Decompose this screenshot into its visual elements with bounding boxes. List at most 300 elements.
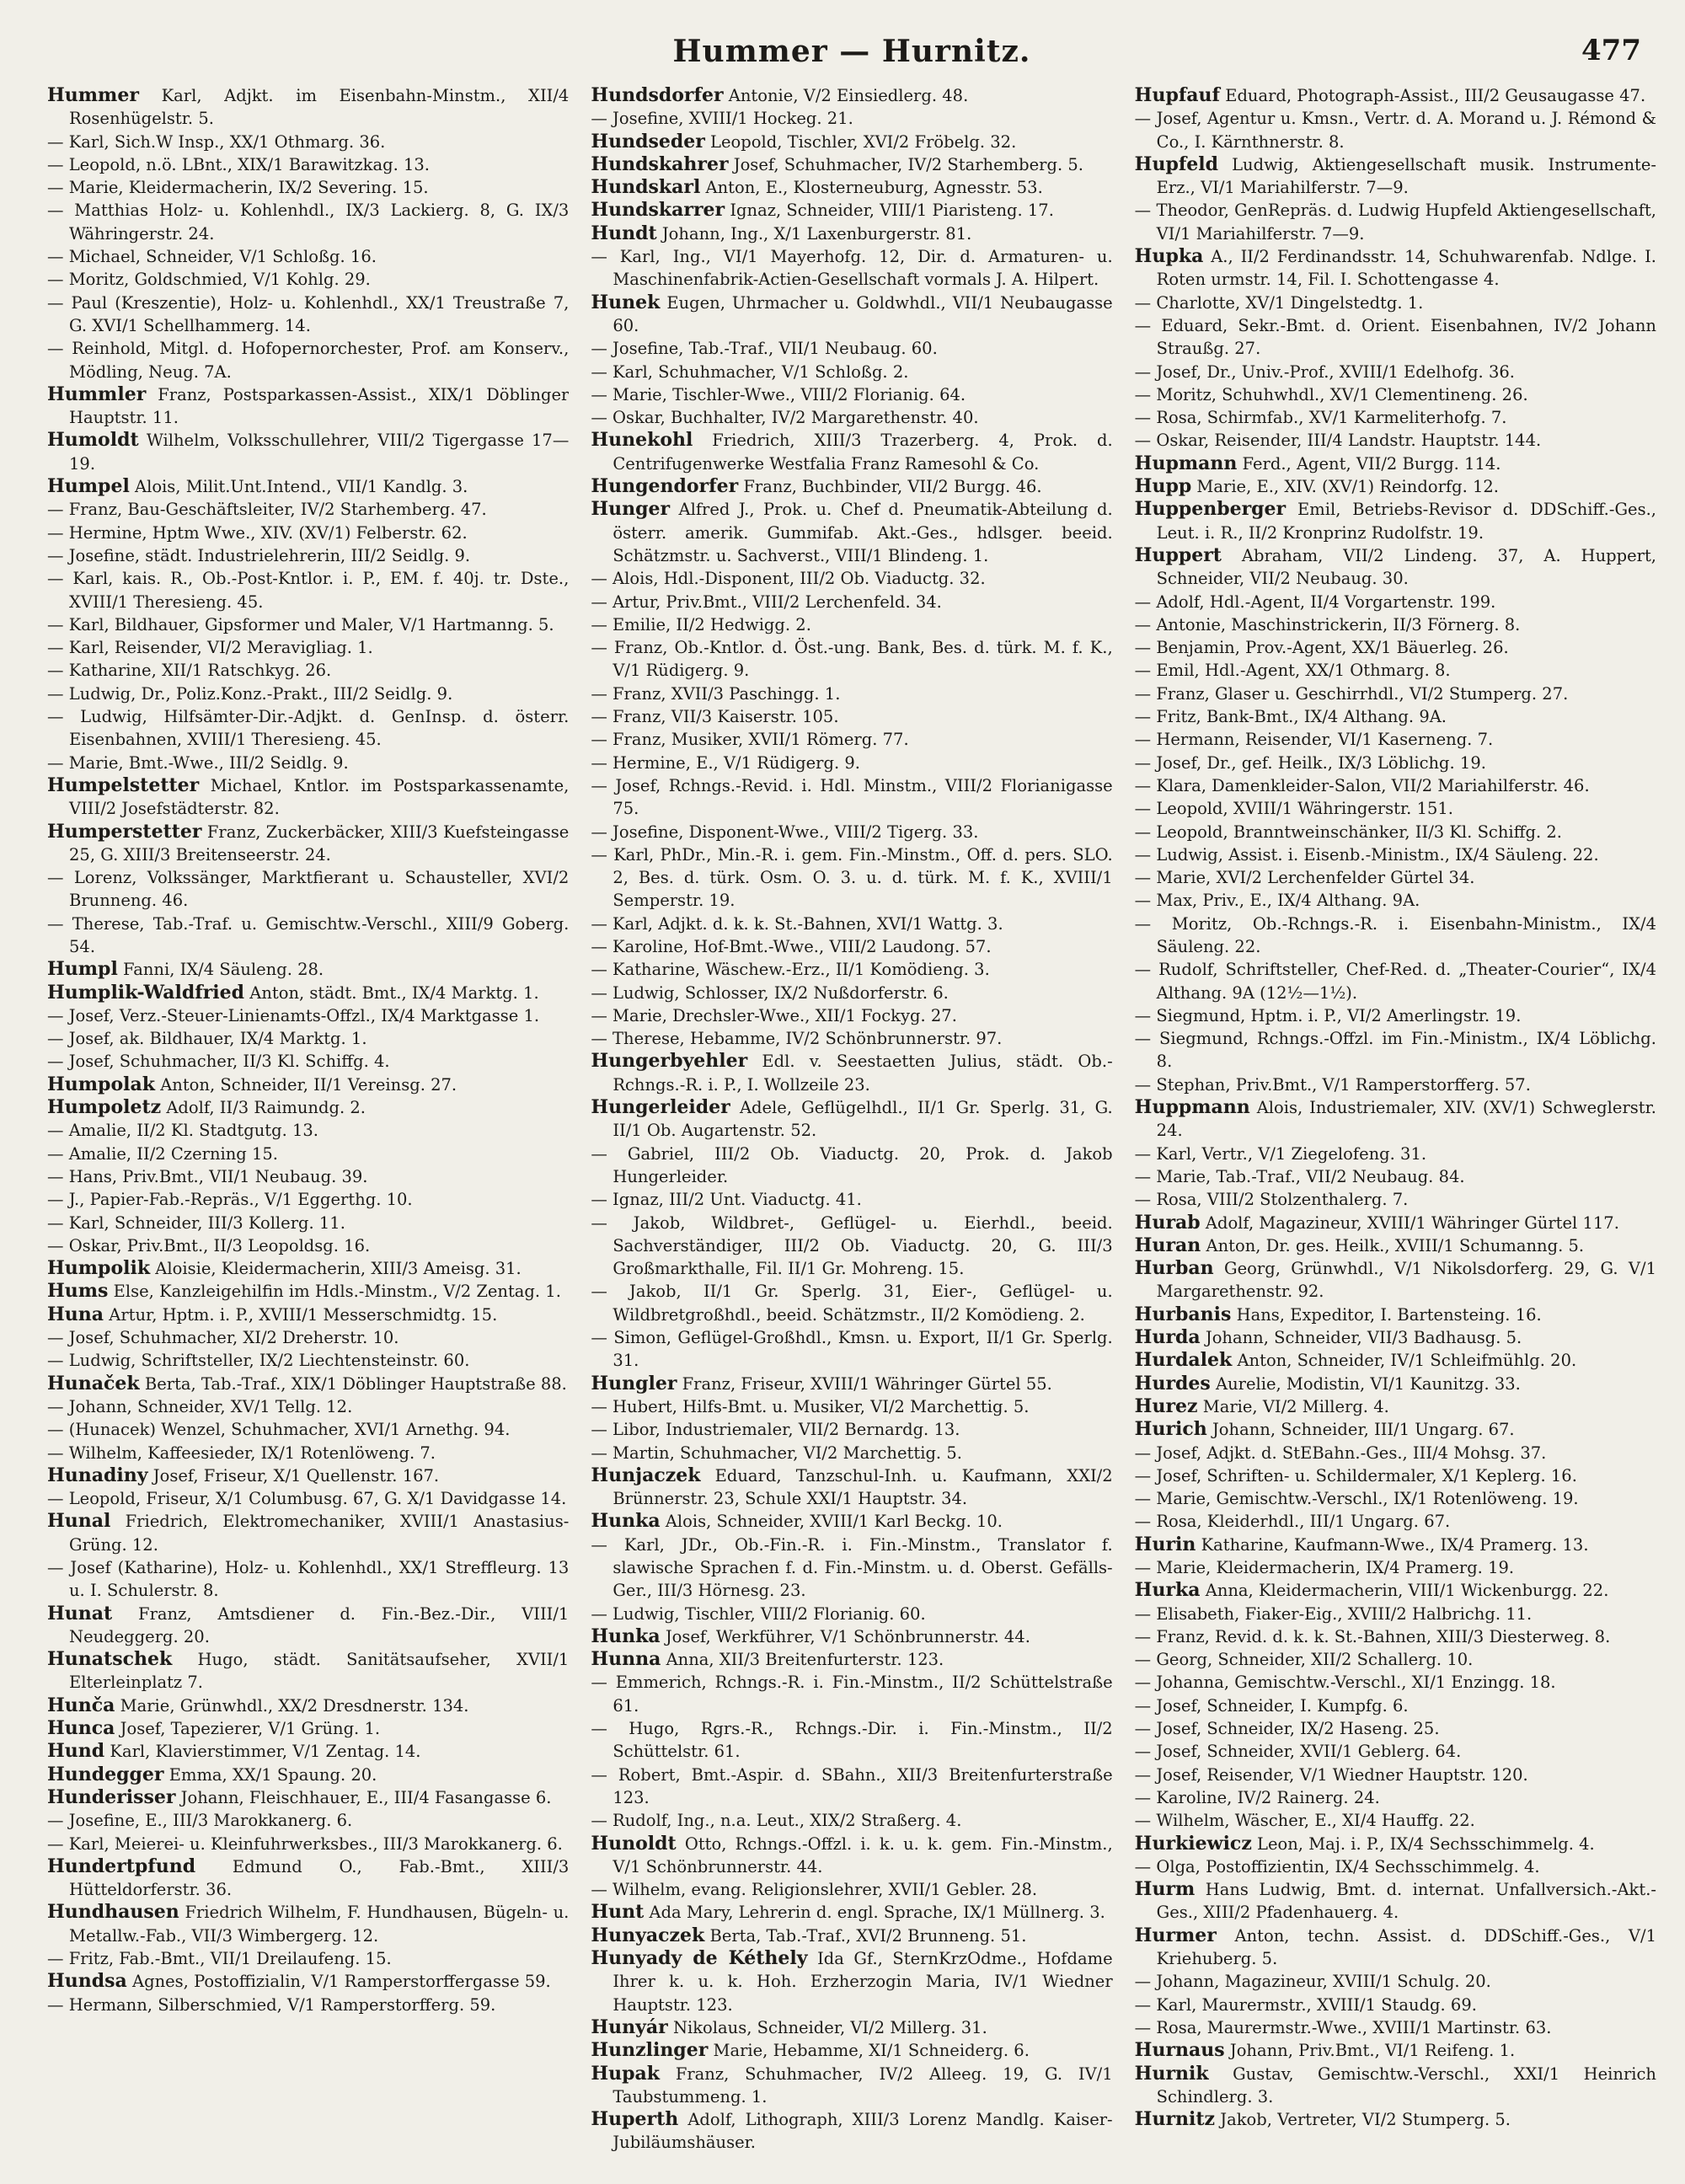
entry-surname: Humpolik: [47, 1257, 151, 1280]
entry-details: Hugo, städt. Sanitätsaufseher, XVII/1 Elterleinplatz 7.: [69, 1650, 570, 1693]
entry-details: Emil, Betriebs-Revisor d. DDSchiff.-Ges., Leut. i. R., II/2 Kronprinz Rudolfstr. 19.: [1156, 500, 1656, 543]
entry-details: Abraham, VII/2 Lindeng. 37, A. Huppert, Schneider, VII/2 Neubaug. 30.: [1156, 545, 1656, 589]
directory-entry: [591, 1510, 1112, 1533]
directory-entry: [47, 429, 569, 475]
directory-entry: [591, 383, 1112, 406]
entry-details: — Katharine, Wäschew.-Erz., II/1 Komödieng. 3.: [591, 960, 990, 980]
entry-details: — Franz, VII/3 Kaiserstr. 105.: [591, 707, 839, 727]
entry-surname: Hunderisser: [47, 1785, 176, 1808]
entry-details: Edl. v. Seestaetten Julius, städt. Ob.-Rchngs.-R. i. P., I. Wollzeile 23.: [612, 1052, 1113, 1095]
entry-details: Franz, Zuckerbäcker, XIII/3 Kuefsteingasse 25, G. XIII/3 Breitenseerstr. 24.: [69, 822, 570, 864]
entry-details: Franz, Friseur, XVIII/1 Währinger Gürtel 55.: [682, 1373, 1052, 1394]
directory-entry: [1135, 1994, 1656, 2016]
directory-entry: [1135, 1004, 1656, 1027]
entry-details: Anton, E., Klosterneuburg, Agnesstr. 53.: [705, 178, 1043, 198]
directory-entry: [1135, 1694, 1656, 1717]
directory-entry: [591, 2063, 1112, 2109]
directory-entry: [1135, 1648, 1656, 1671]
entry-details: — Moritz, Schuhwhdl., XV/1 Clementineng. 26.: [1134, 384, 1528, 404]
entry-surname: Hund: [47, 1740, 105, 1763]
directory-entry: [1135, 1212, 1656, 1234]
entry-details: — Lorenz, Volkssänger, Marktfierant u. Schausteller, XVI/2 Brunneng. 46.: [47, 868, 570, 911]
directory-entry: [1135, 2039, 1656, 2062]
entry-details: — Therese, Hebamme, IV/2 Schönbrunnerstr. 97.: [591, 1029, 1003, 1049]
directory-entry: [591, 1143, 1112, 1189]
entry-details: — Siegmund, Rchngs.-Offzl. im Fin.-Ministm., IX/4 Löblichg. 8.: [1134, 1029, 1656, 1072]
entry-details: Josef, Schuhmacher, IV/2 Starhemberg. 5.: [733, 154, 1083, 174]
entry-details: — Johann, Schneider, XV/1 Tellg. 12.: [47, 1396, 353, 1416]
directory-entry: [47, 1464, 569, 1487]
entry-details: Franz, Schuhmacher, IV/2 Alleeg. 19, G. IV/1 Taubstummeng. 1.: [612, 2064, 1113, 2106]
entry-details: — Leopold, Friseur, X/1 Columbusg. 67, G. X/1 Davidgasse 14.: [47, 1489, 567, 1509]
entry-surname: Hundskarl: [591, 176, 701, 199]
entry-surname: Hurnik: [1134, 2062, 1209, 2085]
entry-details: — Josefine, XVIII/1 Hockeg. 21.: [591, 109, 853, 129]
directory-entry: [591, 913, 1112, 935]
entry-details: — Gabriel, III/2 Ob. Viaductg. 20, Prok. d. Jakob Hungerleider.: [591, 1143, 1113, 1186]
entry-details: — Hermann, Reisender, VI/1 Kaserneng. 7.: [1134, 730, 1494, 750]
entry-details: — Hermine, E., V/1 Rüdigerg. 9.: [591, 752, 860, 773]
directory-entry: [591, 1833, 1112, 1879]
entry-details: — Rudolf, Ing., n.a. Leut., XIX/2 Straßerg. 4.: [591, 1811, 962, 1831]
directory-entry: [591, 1534, 1112, 1603]
directory-entry: [47, 1603, 569, 1649]
entry-surname: Hummler: [47, 383, 147, 405]
directory-entry: [1135, 498, 1656, 544]
entry-surname: Hupfeld: [1134, 153, 1219, 175]
entry-surname: Hurin: [1134, 1533, 1196, 1555]
entry-details: Agnes, Postoffizialin, V/1 Ramperstorffergasse 59.: [132, 1972, 551, 1992]
entry-surname: Hunat: [47, 1602, 113, 1625]
entry-surname: Hunyaczek: [591, 1924, 705, 1946]
entry-details: — Marie, Kleidermacherin, IX/4 Pramerg. 19.: [1134, 1558, 1515, 1577]
entry-details: — Karl, Bildhauer, Gipsformer und Maler, V/1 Hartmanng. 5.: [47, 614, 554, 634]
directory-entry: [1135, 1809, 1656, 1832]
entry-details: Marie, Grünwhdl., XX/2 Dresdnerstr. 134.: [120, 1695, 469, 1716]
entry-details: — Wilhelm, Wäscher, E., XI/4 Hauffg. 22.: [1134, 1811, 1475, 1831]
directory-entry: [1135, 1073, 1656, 1096]
entry-details: — Franz, XVII/3 Paschingg. 1.: [591, 683, 841, 704]
directory-entry: [591, 1373, 1112, 1395]
entry-details: — Karoline, Hof-Bmt.-Wwe., VIII/2 Laudong. 57.: [591, 936, 992, 956]
entry-details: — Josef, Verz.-Steuer-Linienamts-Offzl., IX/4 Marktgasse 1.: [47, 1005, 540, 1025]
entry-details: — Karl, Ing., VI/1 Mayerhofg. 12, Dir. d. Armaturen- u. Maschinenfabrik-Actien-Gesellschaft vormals J. A. Hilpert.: [591, 247, 1113, 290]
directory-entry: [591, 2108, 1112, 2155]
entry-details: — Josef, Schuhmacher, XI/2 Dreherstr. 10.: [47, 1328, 399, 1348]
directory-entry: [1135, 1143, 1656, 1165]
entry-details: Edmund O., Fab.-Bmt., XIII/3 Hütteldorferstr. 36.: [69, 1856, 570, 1900]
entry-details: — Simon, Geflügel-Großhdl., Kmsn. u. Export, II/1 Gr. Sperlg. 31.: [591, 1328, 1113, 1371]
directory-entry: [1135, 1855, 1656, 1878]
directory-entry: [47, 153, 569, 176]
directory-entry: [591, 728, 1112, 751]
entry-surname: Hunka: [591, 1510, 661, 1533]
entry-details: — Stephan, Priv.Bmt., V/1 Ramperstorfferg. 57.: [1134, 1074, 1531, 1095]
directory-entry: [1135, 1786, 1656, 1809]
entry-details: — Franz, Glaser u. Geschirrhdl., VI/2 Stumperg. 27.: [1134, 683, 1569, 704]
entry-details: — Franz, Revid. d. k. k. St.-Bahnen, XIII/3 Diesterweg. 8.: [1134, 1626, 1611, 1646]
directory-entry: [591, 1464, 1112, 1511]
directory-entry: [591, 752, 1112, 774]
directory-entry: [1135, 1303, 1656, 1326]
directory-entry: [1135, 199, 1656, 245]
directory-entry: [47, 1096, 569, 1119]
entry-details: — Marie, Kleidermacherin, IX/2 Severing. 15.: [47, 178, 429, 198]
entry-details: — Karl, Sich.W Insp., XX/1 Othmarg. 36.: [47, 131, 386, 152]
entry-details: — Antonie, Maschinstrickerin, II/3 Förnerg. 8.: [1134, 614, 1521, 634]
entry-details: — Johann, Magazineur, XVIII/1 Schulg. 20.: [1134, 1972, 1491, 1992]
directory-entry: [1135, 361, 1656, 383]
directory-entry: [591, 1924, 1112, 1947]
entry-details: Marie, Hebamme, XI/1 Schneiderg. 6.: [713, 2041, 1030, 2061]
entry-details: — Theodor, GenRepräs. d. Ludwig Hupfeld Aktiengesellschaft, VI/1 Mariahilferstr. 7—9.: [1134, 201, 1656, 244]
entry-details: — Josef, Schneider, IX/2 Haseng. 25.: [1134, 1719, 1440, 1739]
entry-details: Leon, Maj. i. P., IX/4 Sechsschimmelg. 4.: [1257, 1833, 1595, 1854]
entry-details: — Leopold, XVIII/1 Währingerstr. 151.: [1134, 799, 1454, 819]
directory-entry: [47, 705, 569, 752]
directory-entry: [591, 1717, 1112, 1764]
directory-entry: [47, 1901, 569, 1947]
directory-entry: [47, 1050, 569, 1073]
directory-entry: [47, 1764, 569, 1786]
entry-surname: Humperstetter: [47, 820, 202, 843]
directory-entry: [47, 1280, 569, 1303]
directory-entry: [1135, 84, 1656, 107]
entry-details: — Alois, Hdl.-Disponent, III/2 Ob. Viaductg. 32.: [591, 569, 986, 589]
directory-entry: [591, 131, 1112, 153]
entry-surname: Humpolak: [47, 1073, 155, 1095]
entry-details: — Hugo, Rgrs.-R., Rchngs.-Dir. i. Fin.-Minstm., II/2 Schüttelstr. 61.: [591, 1719, 1113, 1762]
entry-details: — Emmerich, Rchngs.-R. i. Fin.-Minstm., II/2 Schüttelstraße 61.: [591, 1673, 1113, 1716]
entry-surname: Hupmann: [1134, 452, 1238, 474]
directory-entry: [1135, 1717, 1656, 1740]
directory-entry: [591, 1671, 1112, 1717]
directory-entry: [47, 1165, 569, 1188]
entry-details: Adolf, Magazineur, XVIII/1 Währinger Gürtel 117.: [1205, 1212, 1619, 1233]
directory-entry: [591, 176, 1112, 199]
directory-entry: [1135, 1603, 1656, 1625]
entry-surname: Humoldt: [47, 429, 139, 452]
entry-details: Aurelie, Modistin, VI/1 Kaunitzg. 33.: [1216, 1373, 1521, 1394]
page-number: 477: [1581, 34, 1641, 67]
entry-details: — Martin, Schuhmacher, VI/2 Marchettig. 5.: [591, 1443, 962, 1463]
directory-entry: [1135, 1924, 1656, 1971]
entry-details: Anton, techn. Assist. d. DDSchiff.-Ges., V/1 Kriehuberg. 5.: [1156, 1925, 1656, 1969]
entry-details: Hans Ludwig, Bmt. d. internat. Unfallversich.-Akt.-Ges., XIII/2 Pfadenhauerg. 4.: [1156, 1880, 1656, 1923]
directory-entry: [591, 1901, 1112, 1924]
entry-details: — Karl, Maurermstr., XVIII/1 Staudg. 69.: [1134, 1994, 1477, 2015]
entry-surname: Hurkiewicz: [1134, 1832, 1252, 1855]
entry-surname: Hunzlinger: [591, 2039, 709, 2062]
entry-surname: Huran: [1134, 1234, 1201, 1256]
entry-details: — Michael, Schneider, V/1 Schloßg. 16.: [47, 247, 377, 267]
entry-details: Emma, XX/1 Spaung. 20.: [168, 1764, 377, 1785]
entry-details: — Marie, Bmt.-Wwe., III/2 Seidlg. 9.: [47, 752, 349, 773]
directory-entry: [591, 821, 1112, 843]
directory-entry: [591, 475, 1112, 498]
entry-details: Ida Gf., SternKrzOdme., Hofdame Ihrer k. u. k. Hoh. Erzherzogin Maria, IV/1 Wiedner Hauptstr. 123.: [612, 1949, 1113, 2015]
entry-details: — Jakob, Wildbret-, Geflügel- u. Eierhdl., beeid. Sachverständiger, III/2 Ob. Viaductg. 20, G. III/3 Großmarkthalle, Fil. II/1 Gr. Mohreng. 15.: [591, 1212, 1113, 1279]
directory-entry: [47, 245, 569, 268]
entry-details: Karl, Klavierstimmer, V/1 Zentag. 14.: [110, 1742, 421, 1762]
entry-surname: Hunal: [47, 1510, 111, 1533]
entry-details: — Josef, Schuhmacher, II/3 Kl. Schiffg. 4.: [47, 1052, 390, 1072]
entry-surname: Hurich: [1134, 1418, 1207, 1441]
directory-entry: [591, 337, 1112, 360]
entry-surname: Hurdalek: [1134, 1349, 1233, 1372]
entry-details: Anna, Kleidermacherin, VIII/1 Wickenburgg. 22.: [1205, 1581, 1609, 1601]
entry-details: — Jakob, II/1 Gr. Sperlg. 31, Eier-, Geflügel- u. Wildbretgroßhdl., beeid. Schätzmstr., II/2 Komödieng. 2.: [591, 1282, 1113, 1325]
entry-surname: Hummer: [47, 84, 139, 106]
directory-entry: [1135, 636, 1656, 659]
entry-surname: Hunjaczek: [591, 1464, 701, 1486]
entry-details: — Matthias Holz- u. Kohlenhdl., IX/3 Lackierg. 8, G. IX/3 Währingerstr. 24.: [47, 201, 570, 244]
entry-details: Gustav, Gemischtw.-Verschl., XXI/1 Heinrich Schindlerg. 3.: [1156, 2064, 1656, 2106]
entry-details: Jakob, Vertreter, VI/2 Stumperg. 5.: [1220, 2110, 1511, 2130]
directory-entry: [47, 1855, 569, 1902]
entry-details: — Emil, Hdl.-Agent, XX/1 Othmarg. 8.: [1134, 661, 1451, 681]
entry-details: — Hans, Priv.Bmt., VII/1 Neubaug. 39.: [47, 1166, 368, 1186]
directory-entry: [591, 567, 1112, 590]
entry-details: — Karl, JDr., Ob.-Fin.-R. i. Fin.-Minstm., Translator f. slawische Sprachen f. d. Fin.-Minstm. u. d. Oberst. Gefälls-Ger., III/3 Hörnesg. 23.: [591, 1534, 1113, 1601]
directory-entry: [1135, 659, 1656, 682]
entry-details: — Karl, Meierei- u. Kleinfuhrwerksbes., III/3 Marokkanerg. 6.: [47, 1833, 563, 1854]
entry-surname: Hurdes: [1134, 1372, 1211, 1394]
directory-entry: [591, 1395, 1112, 1418]
directory-entry: [1135, 1395, 1656, 1418]
directory-entry: [591, 1004, 1112, 1027]
directory-entry: [591, 84, 1112, 107]
directory-entry: [1135, 1257, 1656, 1303]
entry-details: Johann, Ing., X/1 Laxenburgerstr. 81.: [661, 223, 972, 244]
directory-entry: [591, 429, 1112, 475]
directory-entry: [591, 1027, 1112, 1050]
entry-details: — Emilie, II/2 Hedwigg. 2.: [591, 614, 811, 634]
directory-entry: [591, 1442, 1112, 1464]
directory-entry: [47, 958, 569, 981]
entry-details: — Karl, Schuhmacher, V/1 Schloßg. 2.: [591, 361, 909, 382]
directory-entry: [47, 1326, 569, 1349]
entry-details: — Max, Priv., E., IX/4 Althang. 9A.: [1134, 891, 1420, 911]
directory-entry: [47, 1027, 569, 1050]
directory-entry: [591, 361, 1112, 383]
directory-entry: [47, 1373, 569, 1395]
directory-entry: [1135, 2016, 1656, 2039]
entry-surname: Hupka: [1134, 245, 1204, 268]
entry-details: — Josef, Adjkt. d. StEBahn.-Ges., III/4 Mohsg. 37.: [1134, 1443, 1547, 1463]
directory-entry: [1135, 1579, 1656, 1602]
entry-details: — Reinhold, Mitgl. d. Hofopernorchester, Prof. am Konserv., Mödling, Neug. 7A.: [47, 339, 570, 382]
directory-entry: [47, 1119, 569, 1142]
entry-details: — Johanna, Gemischtw.-Verschl., XI/1 Enzingg. 18.: [1134, 1673, 1556, 1693]
entry-details: Marie, VI/2 Millerg. 4.: [1202, 1396, 1389, 1416]
directory-entry: [47, 1833, 569, 1855]
entry-details: — Marie, XVI/2 Lerchenfelder Gürtel 34.: [1134, 868, 1475, 888]
entry-details: — Paul (Kreszentie), Holz- u. Kohlenhdl., XX/1 Treustraße 7, G. XVI/1 Schellhammerg. 14.: [47, 292, 570, 335]
entry-details: Karl, Adjkt. im Eisenbahn-Minstm., XII/4 Rosenhügelstr. 5.: [69, 86, 570, 129]
directory-entry: [47, 1694, 569, 1717]
directory-entry: [47, 1442, 569, 1464]
directory-entry: [1135, 429, 1656, 452]
directory-entry: [47, 383, 569, 430]
entry-details: — Marie, Tischler-Wwe., VIII/2 Florianig. 64.: [591, 384, 966, 404]
directory-entry: [47, 659, 569, 682]
entry-details: — Rosa, VIII/2 Stolzenthalerg. 7.: [1134, 1190, 1409, 1210]
directory-entry: [1135, 1096, 1656, 1143]
columns: [47, 84, 1656, 2165]
entry-details: Friedrich, XIII/3 Trazerberg. 4, Prok. d. Centrifugenwerke Westfalia Franz Ramesohl & Co.: [612, 431, 1113, 474]
entry-details: — Olga, Postoffizientin, IX/4 Sechsschimmelg. 4.: [1134, 1856, 1540, 1876]
entry-details: Josef, Friseur, X/1 Quellenstr. 167.: [152, 1465, 440, 1485]
directory-entry: [591, 1326, 1112, 1373]
directory-entry: [47, 1257, 569, 1280]
entry-details: — Karl, kais. R., Ob.-Post-Kntlor. i. P., EM. f. 40j. tr. Dste., XVIII/1 Theresieng. 45.: [47, 569, 570, 612]
entry-surname: Hunyady de Kéthely: [591, 1947, 808, 1970]
entry-details: Nikolaus, Schneider, VI/2 Millerg. 31.: [672, 2017, 987, 2037]
directory-entry: [47, 199, 569, 245]
directory-entry: [1135, 797, 1656, 820]
entry-details: — Robert, Bmt.-Aspir. d. SBahn., XII/3 Breitenfurterstraße 123.: [591, 1764, 1113, 1807]
directory-entry: [1135, 1970, 1656, 1993]
entry-details: Franz, Buchbinder, VII/2 Burgg. 46.: [743, 477, 1042, 497]
directory-entry: [1135, 314, 1656, 361]
directory-entry: [591, 935, 1112, 958]
directory-entry: [47, 1212, 569, 1234]
directory-entry: [1135, 107, 1656, 153]
entry-details: — Georg, Schneider, XII/2 Schallerg. 10.: [1134, 1650, 1474, 1670]
entry-details: Berta, Tab.-Traf., XVI/2 Brunneng. 51.: [709, 1925, 1027, 1946]
entry-details: — Marie, Tab.-Traf., VII/2 Neubaug. 84.: [1134, 1166, 1465, 1186]
entry-details: — Rosa, Maurermstr.-Wwe., XVIII/1 Martinstr. 63.: [1134, 2017, 1552, 2037]
entry-details: — Karl, Vertr., V/1 Ziegelofeng. 31.: [1134, 1143, 1427, 1164]
directory-entry: [591, 107, 1112, 130]
entry-details: — Charlotte, XV/1 Dingelstedtg. 1.: [1134, 292, 1424, 313]
entry-surname: Hundt: [591, 222, 657, 244]
directory-entry: [1135, 1764, 1656, 1786]
directory-entry: [1135, 1833, 1656, 1855]
entry-surname: Hungendorfer: [591, 475, 739, 498]
directory-entry: [1135, 1878, 1656, 1924]
entry-surname: Hungler: [591, 1372, 677, 1394]
directory-entry: [47, 1487, 569, 1510]
entry-details: Ignaz, Schneider, VIII/1 Piaristeng. 17.: [730, 201, 1054, 221]
directory-entry: [1135, 913, 1656, 959]
entry-details: — Franz, Ob.-Kntlor. d. Öst.-ung. Bank, Bes. d. türk. M. f. K., V/1 Rüdigerg. 9.: [591, 638, 1113, 681]
directory-entry: [1135, 1188, 1656, 1211]
directory-entry: [591, 1212, 1112, 1281]
directory-entry: [47, 682, 569, 705]
entry-details: — Benjamin, Prov.-Agent, XX/1 Bäuerleg. 26.: [1134, 638, 1509, 658]
entry-details: — Moritz, Ob.-Rchngs.-R. i. Eisenbahn-Ministm., IX/4 Säuleng. 22.: [1134, 913, 1656, 956]
directory-entry: [1135, 1625, 1656, 1648]
entry-surname: Hungerbyehler: [591, 1050, 748, 1073]
directory-entry: [591, 1764, 1112, 1810]
entry-details: — Josefine, E., III/3 Marokkanerg. 6.: [47, 1811, 353, 1831]
entry-details: Artur, Hptm. i. P., XVIII/1 Messerschmidtg. 15.: [109, 1304, 498, 1325]
entry-surname: Hundsdorfer: [591, 84, 724, 106]
entry-details: Marie, E., XIV. (XV/1) Reindorfg. 12.: [1196, 477, 1500, 497]
entry-surname: Hunt: [591, 1901, 645, 1924]
directory-entry: [1135, 1373, 1656, 1395]
directory-entry: [47, 567, 569, 613]
entry-surname: Humplik-Waldfried: [47, 981, 245, 1004]
entry-details: Johann, Priv.Bmt., VI/1 Reifeng. 1.: [1229, 2041, 1516, 2061]
entry-details: Eugen, Uhrmacher u. Goldwhdl., VII/1 Neubaugasse 60.: [612, 292, 1113, 335]
directory-entry: [47, 268, 569, 291]
directory-entry: [47, 176, 569, 199]
entry-surname: Huperth: [591, 2108, 679, 2131]
entry-surname: Hurda: [1134, 1326, 1201, 1349]
entry-details: Anton, städt. Bmt., IX/4 Marktg. 1.: [249, 982, 539, 1003]
entry-surname: Hunca: [47, 1717, 115, 1740]
entry-details: Franz, Amtsdiener d. Fin.-Bez.-Dir., VIII/1 Neudeggerg. 20.: [69, 1603, 570, 1646]
entry-details: — Josef, Schriften- u. Schildermaler, X/1 Keplerg. 16.: [1134, 1465, 1577, 1485]
entry-details: Adolf, II/3 Raimundg. 2.: [166, 1098, 366, 1118]
entry-details: — Elisabeth, Fiaker-Eig., XVIII/2 Halbrichg. 11.: [1134, 1603, 1533, 1624]
directory-entry: [591, 636, 1112, 682]
entry-surname: Hunaček: [47, 1372, 140, 1394]
directory-entry: [1135, 1326, 1656, 1349]
entry-details: Berta, Tab.-Traf., XIX/1 Döblinger Hauptstraße 88.: [144, 1373, 567, 1394]
entry-details: Eduard, Photograph-Assist., III/2 Geusaugasse 47.: [1225, 86, 1646, 105]
entry-surname: Hunatschek: [47, 1648, 173, 1671]
directory-entry: [1135, 544, 1656, 591]
entry-details: Adolf, Lithograph, XIII/3 Lorenz Mandlg. Kaiser-Jubiläumshäuser.: [612, 2110, 1113, 2153]
directory-entry: [1135, 1027, 1656, 1073]
entry-details: — Franz, Musiker, XVII/1 Römerg. 77.: [591, 730, 909, 750]
directory-entry: [47, 774, 569, 821]
directory-entry: [591, 199, 1112, 222]
directory-entry: [47, 1004, 569, 1027]
entry-details: — Marie, Gemischtw.-Verschl., IX/1 Rotenlöweng. 19.: [1134, 1489, 1579, 1509]
directory-entry: [591, 1603, 1112, 1625]
entry-details: — Amalie, II/2 Kl. Stadtgutg. 13.: [47, 1121, 318, 1141]
directory-entry: [1135, 705, 1656, 728]
directory-entry: [1135, 682, 1656, 705]
directory-entry: [47, 1994, 569, 2016]
directory-entry: [47, 475, 569, 498]
directory-entry: [1135, 889, 1656, 912]
directory-entry: [47, 544, 569, 567]
entry-details: — Karl, Adjkt. d. k. k. St.-Bahnen, XVI/1 Wattg. 3.: [591, 913, 1003, 934]
entry-surname: Hundertpfund: [47, 1855, 196, 1877]
directory-entry: [1135, 1349, 1656, 1372]
entry-details: Ada Mary, Lehrerin d. engl. Sprache, IX/1 Müllnerg. 3.: [649, 1903, 1105, 1923]
entry-details: — Ludwig, Tischler, VIII/2 Florianig. 60.: [591, 1603, 926, 1624]
directory-entry: [591, 2016, 1112, 2039]
entry-surname: Hundhausen: [47, 1901, 179, 1924]
directory-entry: [1135, 1740, 1656, 1763]
directory-entry: [47, 866, 569, 913]
directory-entry: [47, 1740, 569, 1763]
entry-details: — Josef, Dr., Univ.-Prof., XVIII/1 Edelhofg. 36.: [1134, 361, 1515, 382]
entry-details: — Karl, PhDr., Min.-R. i. gem. Fin.-Minstm., Off. d. pers. SLO. 2, Bes. d. türk. Osm. O. 3. u. d. türk. M. f. K., XVIII/1 Semperstr. 19.: [591, 844, 1113, 911]
entry-surname: Humpoletz: [47, 1096, 162, 1119]
entry-details: Friedrich, Elektromechaniker, XVIII/1 Anastasius-Grüng. 12.: [69, 1512, 570, 1555]
directory-entry: [1135, 383, 1656, 406]
entry-details: — Rosa, Schirmfab., XV/1 Karmeliterhofg. 7.: [1134, 408, 1507, 428]
entry-details: — Leopold, n.ö. LBnt., XIX/1 Barawitzkag. 13.: [47, 154, 431, 174]
entry-details: — Oskar, Reisender, III/4 Landstr. Hauptstr. 144.: [1134, 431, 1542, 451]
entry-details: — Eduard, Sekr.-Bmt. d. Orient. Eisenbahnen, IV/2 Johann Straußg. 27.: [1134, 315, 1656, 359]
entry-surname: Hundsa: [47, 1970, 127, 1993]
entry-details: Josef, Werkführer, V/1 Schönbrunnerstr. 44.: [665, 1626, 1030, 1646]
directory-entry: [591, 153, 1112, 176]
entry-details: — Marie, Drechsler-Wwe., XII/1 Fockyg. 27.: [591, 1005, 957, 1025]
entry-details: Aloisie, Kleidermacherin, XIII/3 Ameisg. 31.: [155, 1259, 522, 1279]
directory-entry: [47, 1510, 569, 1556]
entry-details: — Ludwig, Hilfsämter-Dir.-Adjkt. d. GenInsp. d. österr. Eisenbahnen, XVIII/1 Theresieng. 45.: [47, 707, 570, 750]
